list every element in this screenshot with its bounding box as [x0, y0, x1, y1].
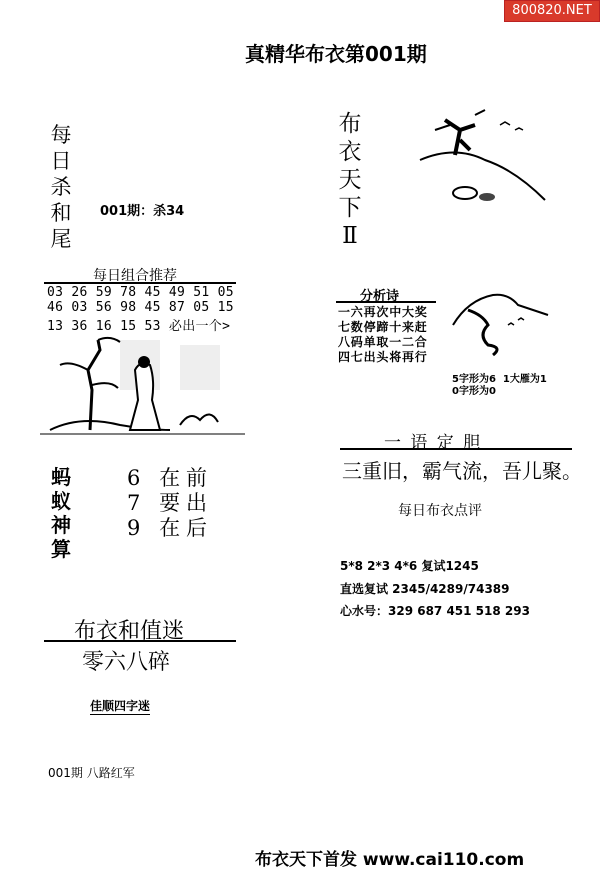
- ant-title: 蚂蚁神算: [51, 465, 71, 561]
- daily-kill-title: 每日杀和尾: [50, 123, 72, 251]
- poem-title: 分析诗: [360, 289, 400, 304]
- riddle-answer: 零六八碎: [82, 650, 171, 675]
- landscape-illustration: [415, 105, 550, 205]
- footer: 布衣天下首发 www.cai110.com: [255, 850, 525, 870]
- yiyu-title: 一 语 定 胆: [384, 433, 483, 453]
- buyi-title: 布衣天下Ⅱ: [338, 111, 362, 249]
- ant-num: 6: [127, 466, 147, 490]
- ant-text: 在后: [159, 516, 214, 540]
- combo-row: 03 26 59 78 45 49 51 05: [47, 285, 234, 300]
- mountain-illustration: [448, 285, 558, 365]
- riddle-rule: [44, 640, 236, 642]
- ant-text: 在前: [159, 466, 214, 490]
- site-tag: 800820.NET: [504, 0, 600, 22]
- daily-kill-line: 001期：杀34: [100, 204, 185, 219]
- four-char-label: 佳顺四字迷: [90, 699, 151, 713]
- page-title: 真精华布衣第001期: [245, 42, 427, 66]
- poem-note-1: 5字形为6 1大雁为1: [452, 374, 547, 385]
- ant-num: 9: [127, 516, 147, 540]
- ant-row-3: [127, 512, 213, 542]
- poem-line: 八码单取一二合: [338, 335, 428, 349]
- ant-num: 7: [127, 491, 147, 515]
- poem-line: 四七出头将再行: [338, 350, 428, 364]
- riddle-title: 布衣和值迷: [74, 619, 185, 644]
- scholar-illustration: [40, 330, 245, 440]
- combo-row: 46 03 56 98 45 87 05 15: [47, 300, 234, 315]
- combo-row: 13 36 16 15 53 必出一个>: [47, 319, 231, 334]
- combo-title: 每日组合推荐: [93, 268, 177, 284]
- poem-note-2: 0字形为0: [452, 386, 496, 397]
- poem-line: 七数停蹄十来赶: [338, 320, 428, 334]
- poem-line: 一六再次中大奖: [338, 305, 428, 319]
- review-line: 5*8 2*3 4*6 复试1245: [340, 559, 479, 573]
- review-line: 心水号：329 687 451 518 293: [340, 604, 530, 618]
- ant-text: 要出: [159, 491, 214, 515]
- review-line: 直选复试 2345/4289/74389: [340, 582, 510, 596]
- yiyu-rule: [340, 448, 572, 450]
- review-title: 每日布衣点评: [398, 503, 482, 519]
- combo-rule: [44, 282, 236, 284]
- yiyu-text: 三重旧，霸气流，吾儿聚。: [342, 459, 582, 483]
- bottom-line: 001期 八路红军: [48, 766, 135, 780]
